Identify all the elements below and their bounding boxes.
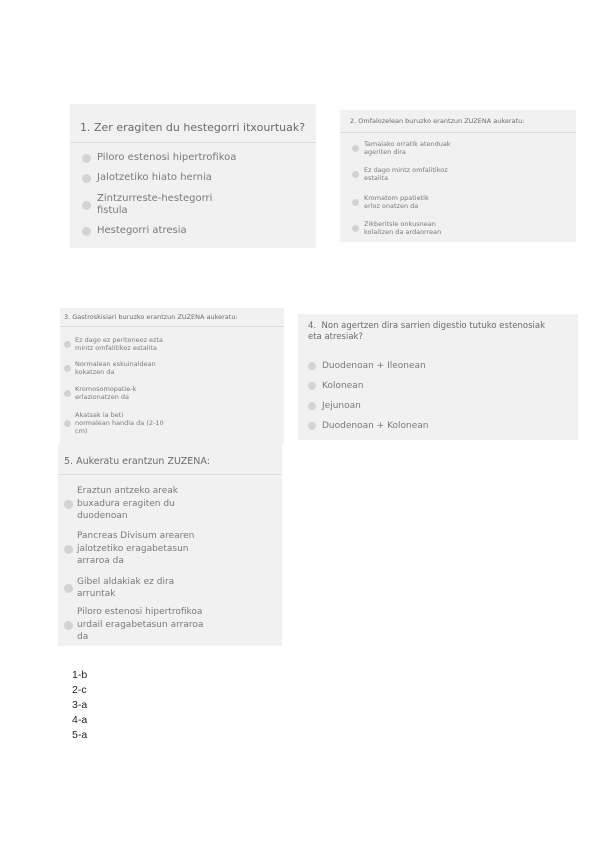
option-3b[interactable]	[64, 358, 156, 378]
option-3d[interactable]	[64, 409, 164, 437]
question-title: 3. Gastroskisiari buruzko erantzun ZUZENA aukeratu:	[64, 313, 238, 321]
divider	[70, 142, 316, 143]
option-label: Piloro estenosi hipertrofikoa	[97, 152, 237, 163]
radio-button[interactable]	[82, 227, 91, 236]
divider	[340, 132, 576, 133]
radio-button[interactable]	[64, 390, 71, 397]
question-card-1	[70, 104, 316, 248]
radio-button[interactable]	[352, 171, 359, 178]
radio-button[interactable]	[64, 584, 73, 593]
radio-button[interactable]	[82, 174, 91, 183]
option-label: Kolonean	[322, 380, 364, 391]
option-2c[interactable]	[352, 192, 429, 212]
radio-button[interactable]	[64, 500, 73, 509]
question-card-2	[340, 110, 576, 242]
answer-key	[72, 668, 87, 743]
option-label: Tamaiako orratik atenduak ageriten dira	[364, 140, 451, 156]
option-label: Jalotzetiko hiato hernia	[97, 172, 212, 183]
radio-button[interactable]	[82, 201, 91, 210]
radio-button[interactable]	[308, 382, 316, 390]
option-1b[interactable]	[82, 170, 212, 186]
option-4d[interactable]	[308, 419, 429, 433]
option-1a[interactable]	[82, 150, 236, 166]
question-card-5	[58, 444, 282, 646]
answer-item: 1-b	[72, 669, 88, 681]
question-card-3	[60, 308, 284, 444]
radio-button[interactable]	[64, 545, 73, 554]
question-card-4	[298, 314, 578, 440]
radio-button[interactable]	[352, 145, 359, 152]
radio-button[interactable]	[64, 365, 71, 372]
option-label: Duodenoan + Ileonean	[322, 360, 426, 371]
radio-button[interactable]	[308, 402, 316, 410]
option-2d[interactable]	[352, 218, 441, 238]
answer-item: 3-a	[72, 699, 88, 711]
option-label: Pancreas Divisum arearen jalotzetiko eragabetasun arraroa da	[77, 531, 195, 567]
option-label: Zikberitsle onkusnean kolaitzen da ardaorrean	[364, 220, 442, 236]
radio-button[interactable]	[64, 621, 73, 630]
question-title: 5. Aukeratu erantzun ZUZENA:	[64, 456, 210, 467]
option-label: Kromosomopatie-k erlazionatzen da	[75, 385, 137, 401]
radio-button[interactable]	[82, 154, 91, 163]
option-1d[interactable]	[82, 223, 187, 239]
option-1c[interactable]	[82, 191, 212, 219]
option-label: Kromatom ppatietik erloz onatzen da	[364, 194, 429, 210]
radio-button[interactable]	[352, 199, 359, 206]
option-label: Ez dago ez peritoneoz ezta mintz omfalitikoz estalita	[75, 336, 163, 352]
option-label: Normalean eskuinaldean kokatzen da	[75, 360, 156, 376]
radio-button[interactable]	[64, 420, 71, 427]
option-5a[interactable]	[64, 484, 178, 524]
radio-button[interactable]	[64, 341, 71, 348]
option-label: Jejunoan	[322, 400, 361, 411]
answer-item: 4-a	[72, 714, 88, 726]
option-label: Akatsak ia beti normalean handia da (2-10 cm)	[75, 411, 164, 435]
option-2a[interactable]	[352, 138, 451, 158]
question-title: 4. Non agertzen dira sarrien digestio tutuko estenosiak eta atresiak?	[308, 321, 546, 342]
option-3c[interactable]	[64, 383, 136, 403]
option-3a[interactable]	[64, 334, 163, 354]
question-title: 2. Omfalozelean buruzko erantzun ZUZENA aukeratu:	[350, 117, 525, 125]
option-4b[interactable]	[308, 379, 363, 393]
option-5d[interactable]	[64, 605, 203, 645]
divider	[60, 326, 284, 327]
radio-button[interactable]	[352, 225, 359, 232]
option-4a[interactable]	[308, 359, 426, 373]
option-label: Piloro estenosi hipertrofikoa urdail eragabetasun arraroa da	[77, 607, 204, 643]
answer-item: 5-a	[72, 729, 88, 741]
option-label: Eraztun antzeko areak buxadura eragiten du duodenoan	[77, 486, 178, 522]
option-label: Gibel aldakiak ez dira arruntak	[77, 576, 175, 599]
option-5b[interactable]	[64, 529, 194, 569]
answer-item: 2-c	[72, 684, 87, 696]
radio-button[interactable]	[308, 362, 316, 370]
option-label: Hestegorri atresia	[97, 225, 187, 236]
question-title: 1. Zer eragiten du hestegorri itxourtuak?	[80, 121, 306, 134]
option-label: Zintzurreste-hestegorri fistula	[97, 193, 213, 216]
radio-button[interactable]	[308, 422, 316, 430]
option-5c[interactable]	[64, 574, 174, 602]
option-label: Duodenoan + Kolonean	[322, 420, 429, 431]
option-4c[interactable]	[308, 399, 361, 413]
option-2b[interactable]	[352, 164, 448, 184]
divider	[58, 474, 282, 475]
option-label: Ez dago mintz omfalitikoz estalita	[364, 166, 448, 182]
